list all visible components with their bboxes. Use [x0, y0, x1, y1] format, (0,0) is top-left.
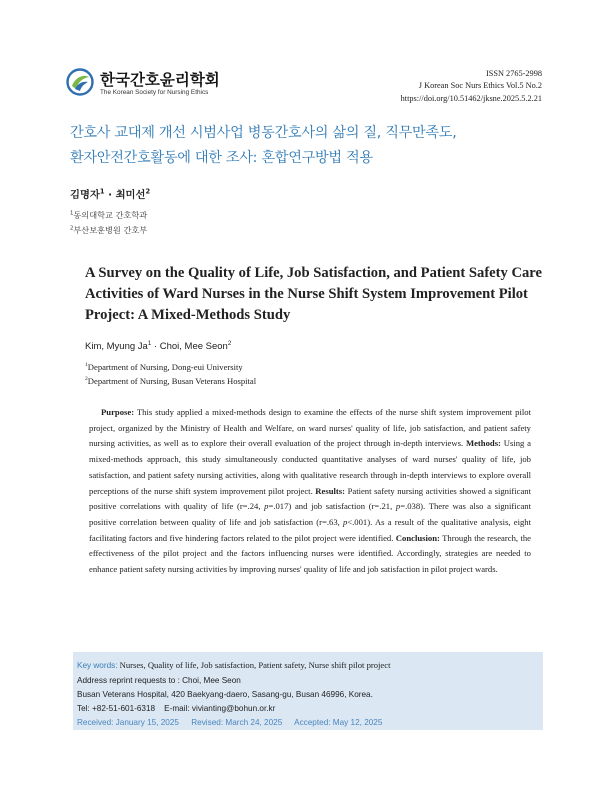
results-label: Results: — [315, 485, 346, 496]
correspondence-address: Busan Veterans Hospital, 420 Baekyang-daero, Sasang-gu, Busan 46996, Korea. — [77, 690, 373, 699]
english-affiliation — [85, 376, 256, 386]
affiliation-text: 동의대학교 간호학과 — [73, 210, 148, 220]
affiliation-text: 부산보훈병원 간호부 — [73, 225, 148, 235]
english-affiliation — [85, 362, 243, 372]
conclusion-text: Through the research, the effectiveness of the pilot project and the factors influencing nurses were identified. Accordingly, strategies are needed to enhance patient safety nursing activities by improving nurses' quality of life and job satisfaction in pilot project wards. — [89, 532, 531, 575]
author-affiliation-mark: 2 — [145, 187, 151, 196]
results-text: Patient safety nursing activities showed a significant positive correlations with quality of life (r=.24, — [89, 485, 531, 512]
society-name: 한국간호윤리학회 — [100, 71, 220, 89]
society-emblem-icon — [66, 68, 94, 96]
society-logo — [66, 68, 246, 102]
purpose-label: Purpose: — [101, 407, 135, 417]
author-affiliation-mark: 1 — [147, 340, 152, 347]
purpose-text: This study applied a mixed-methods design to examine the effects of the nurse shift system improvement pilot project, organized by the Ministry of Health and Welfare, on ward nurses' quality of life, job satisfaction, and patient safety nursing activities, as well as to explore their overall evaluation of the project through in-depth interviews. — [89, 407, 531, 449]
reprint-request: Address reprint requests to : Choi, Mee Seon — [77, 676, 241, 685]
affiliation-mark: 2 — [85, 376, 88, 383]
issn: ISSN 2765-2998 — [485, 69, 542, 78]
doi-link[interactable]: https://doi.org/10.51462/jksne.2025.5.2.21 — [400, 93, 542, 103]
results-text: <.001). As a result of the qualitative analysis, eight facilitating factors and five hindering factors related to the pilot project were identified. — [89, 516, 531, 543]
author-name: 김명자 — [70, 189, 100, 201]
korean-affiliation — [70, 210, 147, 221]
author-name: Choi, Mee Seon — [159, 341, 228, 353]
journal-meta — [401, 68, 542, 105]
keywords-list: Nurses, Quality of life, Job satisfaction, Patient safety, Nurse shift pilot project — [117, 660, 391, 670]
author-name: Kim, Myung Ja — [85, 341, 148, 353]
korean-title — [70, 121, 540, 171]
affiliation-text: Department of Nursing, Busan Veterans Hospital — [87, 376, 257, 386]
affiliation-mark: 1 — [70, 210, 74, 217]
keywords-label: Key words: — [77, 661, 118, 670]
english-title-line: Activities of Ward Nurses in the Nurse Shift System Improvement Pilot — [85, 285, 528, 302]
affiliation-mark: 1 — [85, 362, 88, 369]
abstract — [89, 405, 531, 578]
affiliation-mark: 2 — [70, 225, 74, 232]
english-title-line: Project: A Mixed-Methods Study — [85, 306, 291, 323]
author-separator: · — [104, 189, 116, 201]
article-dates — [77, 718, 392, 727]
korean-title-line: 환자안전간호활동에 대한 조사: 혼합연구방법 적용 — [70, 150, 373, 166]
conclusion-label: Conclusion: — [395, 532, 440, 543]
methods-text: Using a mixed-methods approach, this study simultaneously conducted quantitative analyses of ward nurses' quality of life, job satisfaction, and patient safety nursing activities, along with qualitative research through in-depth interviews to explore overall perceptions of the nurse shift system improvement pilot project. — [89, 438, 531, 496]
results-text: =.038). There was also a significant positive correlation between quality of life and job satisfaction (r=.63, — [89, 501, 531, 527]
p-symbol: p — [264, 501, 269, 512]
keywords-line — [77, 660, 390, 670]
english-title — [85, 263, 545, 325]
p-symbol: p — [342, 516, 348, 527]
methods-label: Methods: — [465, 438, 501, 449]
revised-date: Revised: March 24, 2025 — [191, 718, 283, 727]
korean-title-line: 간호사 교대제 개선 시범사업 병동간호사의 삶의 질, 직무만족도, — [70, 125, 457, 141]
correspondence-contact: Tel: +82-51-601-6318 E-mail: vivianting@bohun.or.kr — [77, 704, 276, 713]
korean-affiliation — [70, 225, 147, 236]
author-name: 최미선 — [115, 189, 146, 201]
english-authors — [85, 340, 231, 352]
author-affiliation-mark: 2 — [227, 340, 232, 347]
p-symbol: p — [395, 501, 401, 512]
english-title-line: A Survey on the Quality of Life, Job Satisfaction, and Patient Safety Care — [85, 265, 542, 281]
affiliation-text: Department of Nursing, Dong-eui University — [87, 362, 243, 372]
results-text: =.017) and job satisfaction (r=.21, — [268, 501, 396, 512]
journal-citation: J Korean Soc Nurs Ethics Vol.5 No.2 — [418, 81, 542, 91]
society-subtitle: The Korean Society for Nursing Ethics — [100, 89, 209, 96]
article-info-box — [73, 652, 543, 730]
received-date: Received: January 15, 2025 — [77, 718, 179, 727]
korean-authors — [70, 186, 150, 201]
accepted-date: Accepted: May 12, 2025 — [294, 718, 383, 727]
author-affiliation-mark: 1 — [99, 187, 105, 196]
author-separator: · — [151, 341, 160, 353]
